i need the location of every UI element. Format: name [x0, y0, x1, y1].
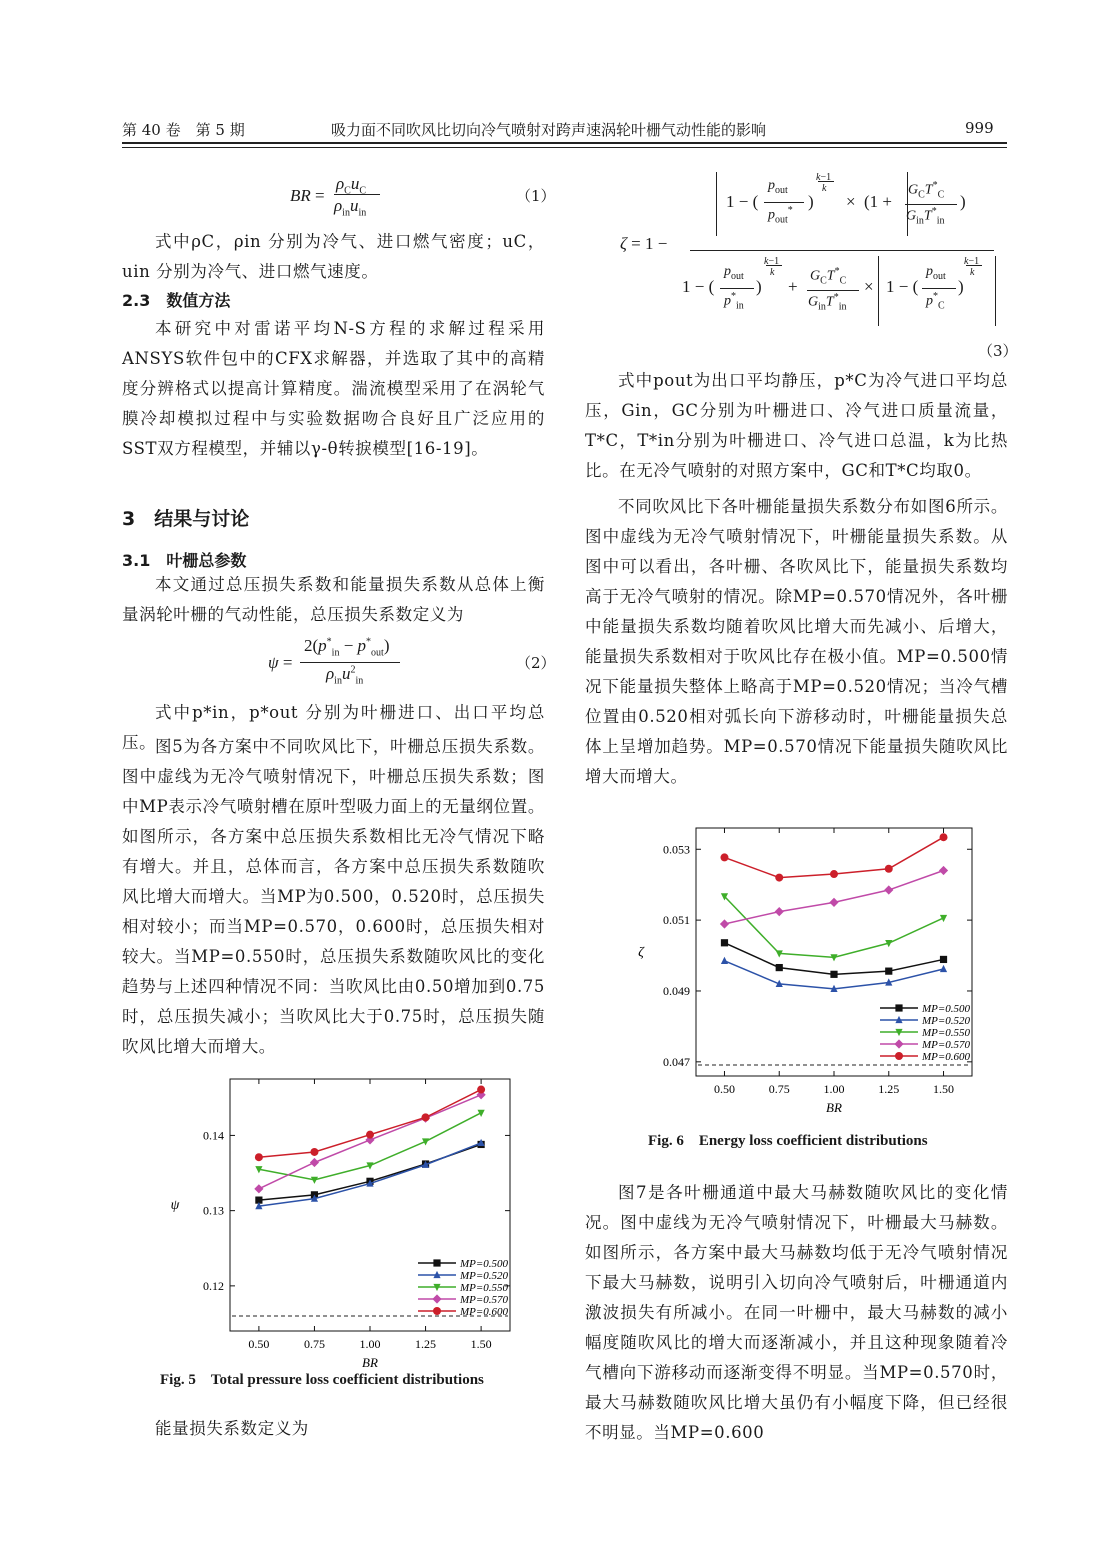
legend-marker — [895, 1052, 903, 1060]
data-point — [422, 1113, 430, 1121]
legend-label: MP=0.500 — [922, 1003, 971, 1015]
legend-label: MP=0.550 — [922, 1027, 971, 1039]
x-tick-label: 1.50 — [470, 1337, 492, 1351]
equation-1: BR = $\rho_Cu_C$ $\rho_{in}u_{in}$ — [290, 176, 410, 218]
x-axis-label: BR — [362, 1355, 378, 1370]
equation-1-definitions: 式中ρC，ρin 分别为冷气、进口燃气密度；uC，uin 分别为冷气、进口燃气速度。 — [122, 232, 545, 281]
data-point — [477, 1086, 485, 1094]
legend-marker — [894, 1039, 903, 1048]
x-tick-label: 1.00 — [823, 1082, 845, 1096]
data-point — [366, 1131, 374, 1139]
paragraph-numerical-method: 本研究中对雷诺平均N-S方程的求解过程采用ANSYS软件包中的CFX求解器，并选取了其中的高精度分辨格式以提高计算精度。湍流模型采用了在涡轮气膜冷却模拟过程中与实验数据吻合良好且广泛应用的SST双方程模型，并辅以γ-θ转捩模型[16-19]。 — [122, 319, 545, 458]
x-tick-label: 1.25 — [415, 1337, 437, 1351]
y-tick-label: 0.14 — [203, 1128, 224, 1143]
data-point — [939, 866, 948, 875]
legend-marker — [895, 1004, 902, 1011]
x-tick-label: 1.00 — [359, 1337, 381, 1351]
legend-label: MP=0.550 — [460, 1282, 509, 1294]
data-point — [721, 939, 728, 946]
y-tick-label: 0.049 — [663, 983, 690, 998]
data-point — [884, 885, 893, 894]
data-point — [829, 898, 838, 907]
figure-6-chart — [612, 812, 992, 1128]
figure-6-caption: Fig. 6 Energy loss coefficient distributions — [648, 1133, 928, 1149]
figure-5-caption: Fig. 5 Total pressure loss coefficient distributions — [160, 1372, 484, 1388]
x-tick-label: 0.75 — [768, 1082, 790, 1096]
header-rule-thin — [122, 147, 1007, 148]
equation-3: ζ = 1 − 1 − ( $p_{out}$ $p_{out}^*$ ) k−1 k × (1 + $G_CT^*_C$ $G_{in}T^*_{in}$ ) 1 − ( $p_{out}$ $p^*_{in}$ ) k−1 k + $G_CT^*_C$ $G_{in}T^*_{in}$ × 1 − ( $p_{out}$ $p^*_C$ ) k−1 k — [620, 172, 1010, 332]
legend-label: MP=0.600 — [460, 1306, 509, 1318]
legend-marker — [432, 1294, 441, 1303]
data-point — [775, 907, 784, 916]
legend-label: MP=0.600 — [922, 1051, 971, 1063]
data-point — [720, 919, 729, 928]
x-tick-label: 1.50 — [933, 1082, 955, 1096]
legend-marker — [433, 1307, 441, 1315]
y-tick-label: 0.13 — [203, 1203, 224, 1218]
series-line — [259, 1113, 481, 1180]
legend-marker — [433, 1259, 440, 1266]
equation-2-definitions: 式中p*in，p*out 分别为叶栅进口、出口平均总压。 — [122, 703, 545, 752]
data-point — [311, 1177, 318, 1184]
series-line — [724, 871, 943, 924]
data-point — [940, 956, 947, 963]
legend-label: MP=0.570 — [460, 1294, 509, 1306]
y-axis-label: ζ — [638, 945, 644, 960]
paragraph-figure-7: 图7是各叶栅通道中最大马赫数随吹风比的变化情况。图中虚线为无冷气喷射情况下，叶栅最大马赫数。如图所示，各方案中最大马赫数均低于无冷气喷射情况下最大马赫数，说明引入切向冷气喷射后，叶栅通道内激波损失有所减小。在同一叶栅中，最大马赫数的减小幅度随吹风比的增大而逐渐减小，并且这种现象随着冷气槽向下游移动而逐渐变得不明显。当MP=0.570时，最大马赫数随吹风比增大虽仍有小幅度下降，但已经很不明显。当MP=0.600 — [585, 1183, 1008, 1442]
data-point — [940, 965, 947, 972]
heading-2-3: 2.3 数值方法 — [122, 291, 231, 310]
running-header-volume: 第 40 卷 第 5 期 — [122, 121, 245, 139]
legend-label: MP=0.570 — [922, 1039, 971, 1051]
data-point — [830, 870, 838, 878]
heading-3: 3 结果与讨论 — [122, 508, 250, 530]
y-tick-label: 0.053 — [663, 842, 690, 857]
data-point — [720, 853, 728, 861]
paragraph-total-params: 本文通过总压损失系数和能量损失系数从总体上衡量涡轮叶栅的气动性能，总压损失系数定义为 — [122, 575, 545, 624]
data-point — [721, 957, 728, 964]
data-point — [775, 874, 783, 882]
equation-3-definitions: 式中pout为出口平均静压，p*C为冷气进口平均总压，Gin，GC分别为叶栅进口、冷气进口质量流量，T*C，T*in分别为叶栅进口、冷气进口总温，k为比热比。在无冷气喷射的对照方案中，GC和T*C均取0。 — [585, 371, 1008, 480]
x-tick-label: 0.75 — [303, 1337, 325, 1351]
heading-3-1: 3.1 叶栅总参数 — [122, 551, 247, 570]
y-tick-label: 0.12 — [203, 1278, 224, 1293]
data-point — [310, 1158, 319, 1167]
running-header-title: 吸力面不同吹风比切向冷气喷射对跨声速涡轮叶栅气动性能的影响 — [331, 121, 767, 139]
header-rule — [122, 142, 1007, 144]
data-point — [940, 833, 948, 841]
equation-1-number: （1） — [516, 187, 556, 205]
data-point — [885, 865, 893, 873]
series-line — [259, 1090, 481, 1158]
x-axis-label: BR — [826, 1100, 842, 1115]
data-point — [776, 964, 783, 971]
data-point — [885, 968, 892, 975]
data-point — [310, 1148, 318, 1156]
x-tick-label: 0.50 — [713, 1082, 735, 1096]
data-point — [254, 1184, 263, 1193]
equation-3-number: （3） — [978, 342, 1018, 360]
equation-2-number: （2） — [516, 654, 556, 672]
y-tick-label: 0.051 — [663, 913, 690, 928]
x-tick-label: 1.25 — [878, 1082, 900, 1096]
x-tick-label: 0.50 — [248, 1337, 270, 1351]
paragraph-figure-5: 图5为各方案中不同吹风比下，叶栅总压损失系数。图中虚线为无冷气喷射情况下，叶栅总压损失系数；图中MP表示冷气喷射槽在原叶型吸力面上的无量纲位置。如图所示，各方案中总压损失系数相比无冷气情况下略有增大。并且，总体而言，各方案中总压损失系数随吹风比增大而增大。当MP为0.500，0.520时，总压损失相对较小；而当MP=0.570，0.600时，总压损失相对较大。当MP=0.550时，总压损失系数随吹风比的变化趋势与上述四种情况不同：当吹风比由0.50增加到0.75时，总压损失减小；当吹风比大于0.75时，总压损失随吹风比增大而增大。 — [122, 737, 545, 1056]
data-point — [255, 1153, 263, 1161]
data-point — [830, 971, 837, 978]
page-number: 999 — [965, 119, 994, 137]
y-tick-label: 0.047 — [663, 1054, 690, 1069]
figure-5-chart — [150, 1065, 530, 1375]
legend-label: MP=0.500 — [460, 1258, 509, 1270]
paragraph-energy-definition: 能量损失系数定义为 — [155, 1419, 309, 1438]
equation-2: ψ = $2(p^*_{in} - p^*_{out})$ $\rho_{in}u^2_{in}$ — [268, 640, 408, 692]
legend-label: MP=0.520 — [922, 1015, 971, 1027]
paragraph-figure-6: 不同吹风比下各叶栅能量损失系数分布如图6所示。图中虚线为无冷气喷射情况下，叶栅能量损失系数。从图中可以看出，各叶栅、各吹风比下，能量损失系数均高于无冷气喷射的情况。除MP=0.570情况外，各叶栅中能量损失系数均随着吹风比增大而先减小、后增大，能量损失系数相对于吹风比存在极小值。MP=0.500情况下能量损失整体上略高于MP=0.520情况；当冷气槽位置由0.520相对弧长向下游移动时，叶栅能量损失总体上呈增加趋势。MP=0.570情况下能量损失随吹风比增大而增大。 — [585, 497, 1008, 786]
y-axis-label: ψ — [170, 1198, 180, 1213]
legend-label: MP=0.520 — [460, 1270, 509, 1282]
